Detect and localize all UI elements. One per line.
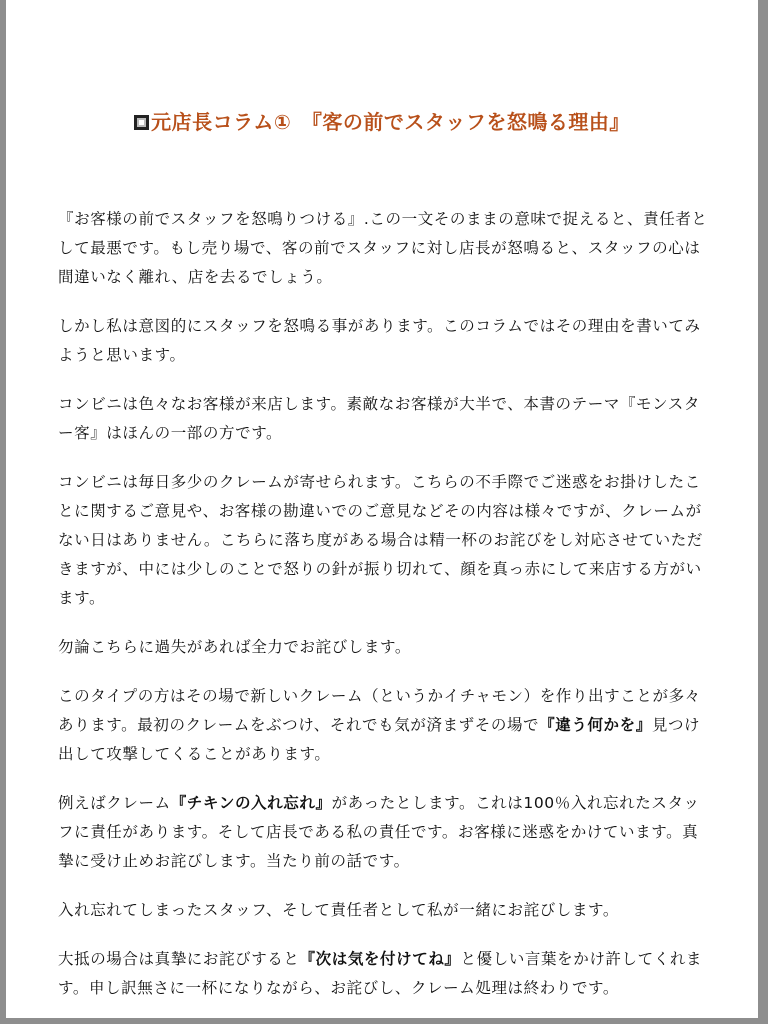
paragraph-8: 入れ忘れてしまったスタッフ、そして責任者として私が一緒にお詫びします。 bbox=[58, 901, 620, 919]
paragraph-9-before: 大抵の場合は真摯にお詫びすると bbox=[58, 950, 300, 968]
paragraph-9 bbox=[58, 945, 710, 1003]
paragraph-7-before: 例えばクレーム bbox=[58, 794, 171, 812]
column-title-text: 元店長コラム① 『客の前でスタッフを怒鳴る理由』 bbox=[151, 110, 630, 134]
paragraph-6-emphasis: 『違う何かを』 bbox=[539, 716, 652, 734]
paragraph-7 bbox=[58, 789, 710, 876]
paragraph-4: コンビニは毎日多少のクレームが寄せられます。こちらの不手際でご迷惑をお掛けしたことに関するご意見や、お客様の勘違いでのご意見などその内容は様々ですが、クレームがない日はありません。こちらに落ち度がある場合は精一杯のお詫びをし対応させていただきますが、中には少しのことで怒りの針が振り切れて、顔を真っ赤にして来店する方がいます。 bbox=[58, 473, 703, 607]
paragraph-6-before: このタイプの方はその場で新しいクレーム（というかイチャモン）を作り出すことが多々あります。最初のクレームをぶつけ、それでも気が済まずその場で bbox=[58, 687, 701, 734]
square-box-icon bbox=[134, 115, 149, 130]
paragraph-9-after: と優しい言葉をかけ許してくれます。申し訳無さに一杯になりながら、お詫びし、クレーム処理は終わりです。 bbox=[58, 950, 703, 997]
paragraph-6 bbox=[58, 682, 710, 769]
paragraph-5: 勿論こちらに過失があれば全力でお詫びします。 bbox=[58, 638, 411, 656]
paragraph-9-emphasis: 『次は気を付けてね』 bbox=[299, 950, 461, 968]
column-body bbox=[58, 205, 710, 1023]
paragraph-7-after: があったとします。これは100％入れ忘れたスタッフに責任があります。そして店長である私の責任です。お客様に迷惑をかけています。真摯に受け止めお詫びします。当たり前の話です。 bbox=[58, 794, 700, 870]
column-title bbox=[6, 106, 758, 135]
paragraph-6-after: 見つけ出して攻撃してくることがあります。 bbox=[58, 716, 701, 763]
paragraph-2: しかし私は意図的にスタッフを怒鳴る事があります。このコラムではその理由を書いてみようと思います。 bbox=[58, 317, 701, 364]
document-page bbox=[6, 0, 758, 1018]
paragraph-7-emphasis: 『チキンの入れ忘れ』 bbox=[170, 794, 332, 812]
paragraph-3: コンビニは色々なお客様が来店します。素敵なお客様が大半で、本書のテーマ『モンスター客』はほんの一部の方です。 bbox=[58, 395, 700, 442]
paragraph-1: 『お客様の前でスタッフを怒鳴りつける』.この一文そのままの意味で捉えると、責任者として最悪です。もし売り場で、客の前でスタッフに対し店長が怒鳴ると、スタッフの心は間違いなく離れ、店を去るでしょう。 bbox=[58, 210, 708, 286]
